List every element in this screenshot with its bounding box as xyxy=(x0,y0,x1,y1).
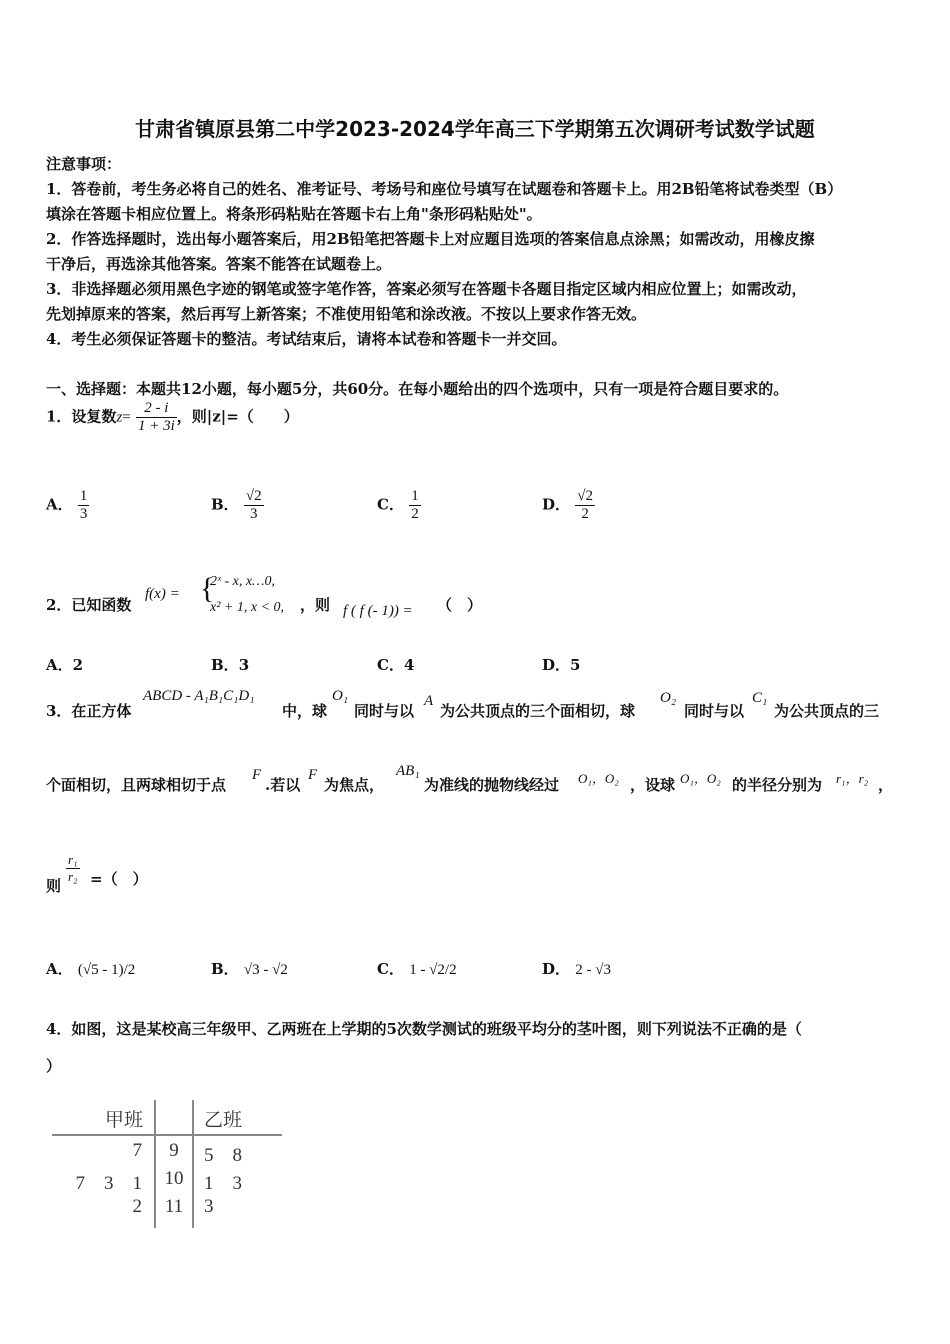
q2-option-d[interactable]: D．5 xyxy=(542,656,581,674)
q3-o2: O₂ xyxy=(660,690,677,706)
q1-option-a[interactable]: A． $\frac{1}{3}$ xyxy=(46,488,88,522)
row-right: 5 8 xyxy=(204,1145,243,1166)
q3-ab1: AB₁ xyxy=(396,763,420,779)
q3-c1: C₁ xyxy=(752,690,768,706)
q1-option-c[interactable]: C． $\frac{1}{2}$ xyxy=(377,488,419,522)
q3-o1: O₁ xyxy=(332,688,349,704)
q2-case-1: 2ˣ - x, x…0, xyxy=(210,574,275,589)
q3-line1-prefix: 3．在正方体 xyxy=(46,702,132,720)
q3-o1o2-b: O₁，O₂ xyxy=(680,771,721,786)
q2-brace: { xyxy=(200,572,215,605)
q1-fraction: $\frac{2 - i}{1 + 3i}$ xyxy=(137,400,175,434)
q2-mid: ，则 xyxy=(300,596,331,614)
q2-expr: f ( f (- 1)) = xyxy=(343,603,413,619)
question-4-end: ） xyxy=(46,1057,62,1075)
notice-line: 4．考生必须保证答题卡的整洁。考试结束后，请将本试卷和答题卡一并交回。 xyxy=(46,330,567,348)
notice-line: 3．非选择题必须用黑色字迹的钢笔或签字笔作答，答案必须写在答题卡各题目指定区域内相应位置上；如需改动， xyxy=(46,280,807,298)
q3-focus-f: F xyxy=(308,767,318,783)
page-title: 甘肃省镇原县第二中学2023-2024学年高三下学期第五次调研考试数学试题 xyxy=(135,117,815,141)
stem-divider-left xyxy=(154,1100,156,1228)
right-header: 乙班 xyxy=(204,1110,243,1131)
q3-cube: ABCD - A₁B₁C₁D₁ xyxy=(143,688,255,704)
stem-divider-right xyxy=(192,1100,194,1228)
question-4: 4．如图，这是某校高三年级甲、乙两班在上学期的5次数学测试的班级平均分的茎叶图，则下列说法不正确的是（ xyxy=(46,1020,802,1038)
q3-point-f: F xyxy=(252,767,262,783)
notice-line: 1．答卷前，考生务必将自己的姓名、准考证号、考场号和座位号填写在试题卷和答题卡上。用2B铅笔将试卷类型（B） xyxy=(46,180,843,198)
q3-option-b[interactable]: B． √3 - √2 xyxy=(211,960,288,978)
row-left: 2 xyxy=(132,1196,142,1217)
notice-line: 填涂在答题卡相应位置上。将条形码粘贴在答题卡右上角"条形码粘贴处"。 xyxy=(46,205,542,223)
q2-option-c[interactable]: C．4 xyxy=(377,656,415,674)
q2-option-b[interactable]: B．3 xyxy=(211,656,250,674)
row-stem: 9 xyxy=(169,1140,179,1161)
q1-option-d[interactable]: D． $\frac{√2}{2}$ xyxy=(542,488,593,522)
notice-line: 先划掉原来的答案，然后再写上新答案；不准使用铅笔和涂改液。不按以上要求作答无效。 xyxy=(46,305,647,323)
q2-function: f(x) = xyxy=(145,586,180,602)
q3-option-d[interactable]: D． 2 - √3 xyxy=(542,960,611,978)
q3-option-a[interactable]: A． (√5 - 1)/2 xyxy=(46,960,136,978)
row-stem: 10 xyxy=(164,1168,184,1189)
header-divider xyxy=(52,1134,282,1136)
question-1: 1．设复数z= $\frac{2 - i}{1 + 3i}$ ，则|z|=（ ） xyxy=(46,400,299,434)
row-right: 3 xyxy=(204,1196,214,1217)
notice-heading: 注意事项： xyxy=(46,155,122,173)
q1-option-b[interactable]: B． $\frac{√2}{3}$ xyxy=(211,488,262,522)
row-right: 1 3 xyxy=(204,1173,243,1194)
row-left: 7 xyxy=(132,1140,142,1161)
q2-option-a[interactable]: A．2 xyxy=(46,656,84,674)
q3-point-a: A xyxy=(424,693,434,709)
row-left: 7 3 1 xyxy=(75,1173,142,1194)
q2-case-2: x² + 1, x < 0, xyxy=(210,600,285,615)
left-header: 甲班 xyxy=(105,1110,144,1131)
q3-o1o2: O₁，O₂ xyxy=(578,771,619,786)
q3-r1r2: r₁，r₂ xyxy=(836,771,869,786)
notice-line: 2．作答选择题时，选出每小题答案后，用2B铅笔把答题卡上对应题目选项的答案信息点涂黑；如需改动，用橡皮擦 xyxy=(46,230,815,248)
q3-ratio: $\frac{\text{r₁}}{\text{r₂}}$ xyxy=(68,852,78,884)
q2-suffix: （ ） xyxy=(437,596,483,614)
q3-option-c[interactable]: C． 1 - √2/2 xyxy=(377,960,457,978)
notice-line: 干净后，再选涂其他答案。答案不能答在试题卷上。 xyxy=(46,255,392,273)
section-heading: 一、选择题：本题共12小题，每小题5分，共60分。在每小题给出的四个选项中，只有一项是符合题目要求的。 xyxy=(46,380,789,398)
row-stem: 11 xyxy=(164,1196,184,1217)
question-2-prefix: 2．已知函数 xyxy=(46,596,132,614)
